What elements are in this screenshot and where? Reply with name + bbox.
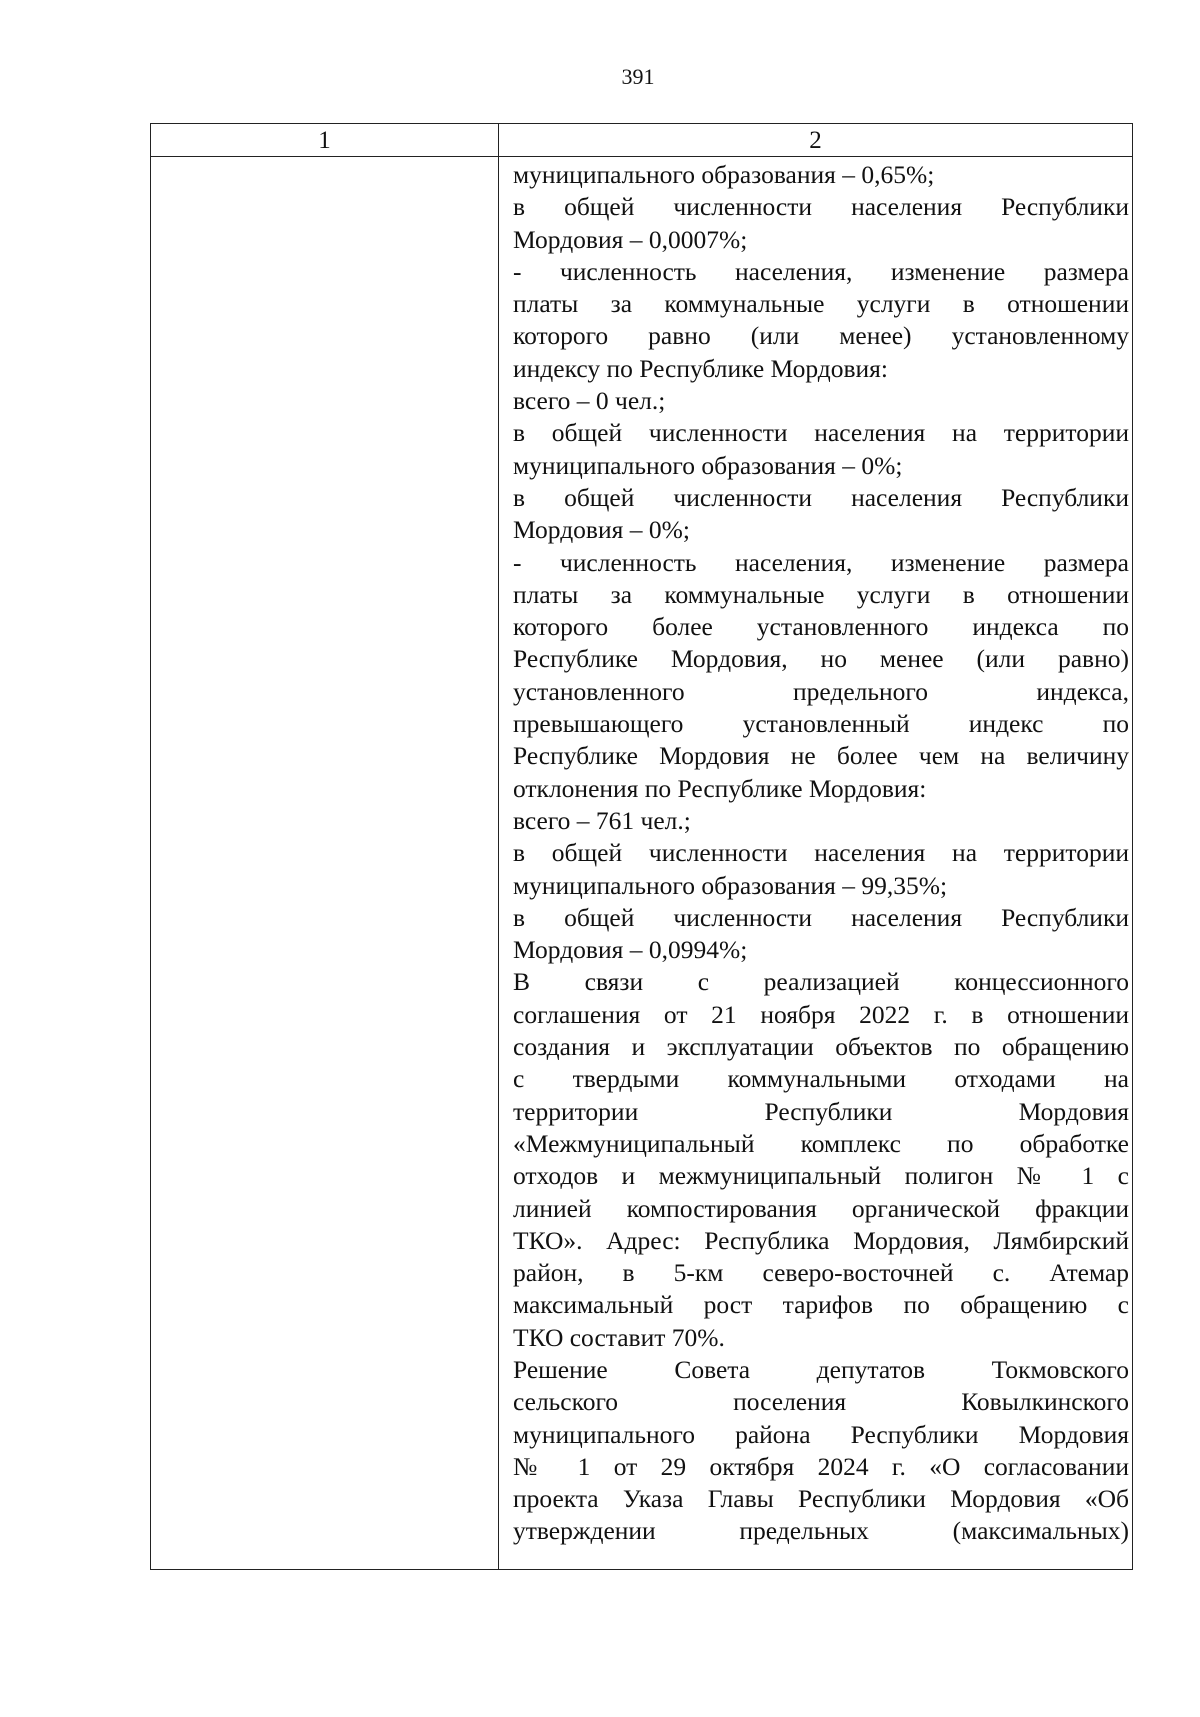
text-line: которого равно (или менее) установленному	[513, 321, 1129, 351]
text-line: в общей численности населения Республики	[513, 192, 1129, 222]
column-2-cell	[513, 159, 1129, 1548]
text-line: муниципального образования – 0%;	[513, 450, 903, 480]
text-line: создания и эксплуатации объектов по обращению	[513, 1032, 1129, 1062]
text-line: отклонения по Республике Мордовия:	[513, 773, 927, 803]
text-line: платы за коммунальные услуги в отношении	[513, 289, 1129, 319]
text-line: ТКО составит 70%.	[513, 1322, 725, 1352]
text-line: платы за коммунальные услуги в отношении	[513, 579, 1129, 609]
text-line: ТКО». Адрес: Республика Мордовия, Лямбирский	[513, 1225, 1129, 1255]
text-line: в общей численности населения на территории	[513, 418, 1129, 448]
text-line: № 1 от 29 октября 2024 г. «О согласовании	[513, 1451, 1129, 1481]
text-line: утверждении предельных (максимальных)	[513, 1516, 1129, 1546]
text-line: Решение Совета депутатов Токмовского	[513, 1354, 1129, 1384]
text-line: в общей численности населения на территории	[513, 838, 1129, 868]
text-line: «Межмуниципальный комплекс по обработке	[513, 1128, 1129, 1158]
text-line: Республике Мордовия, но менее (или равно)	[513, 644, 1129, 674]
text-line: муниципального образования – 0,65%;	[513, 160, 935, 189]
text-line: отходов и межмуниципальный полигон № 1 с	[513, 1161, 1129, 1191]
text-line: муниципального района Республики Мордовия	[513, 1419, 1129, 1449]
document-table	[150, 123, 1133, 1570]
column-1-cell	[151, 158, 498, 1569]
text-line: превышающего установленный индекс по	[513, 709, 1129, 739]
text-line: установленного предельного индекса,	[513, 676, 1129, 706]
text-line: Мордовия – 0%;	[513, 515, 690, 545]
text-line: муниципального образования – 99,35%;	[513, 870, 948, 900]
column-divider	[498, 124, 499, 1569]
text-line: Мордовия – 0,0007%;	[513, 224, 748, 254]
text-line: В связи с реализацией концессионного	[513, 967, 1129, 997]
text-line: максимальный рост тарифов по обращению с	[513, 1290, 1129, 1320]
text-line: - численность населения, изменение размера	[513, 256, 1129, 286]
table-header-row	[151, 124, 1132, 157]
text-line: всего – 761 чел.;	[513, 805, 691, 835]
text-line: всего – 0 чел.;	[513, 386, 666, 416]
column-2-header: 2	[809, 127, 822, 154]
page-number: 391	[621, 64, 655, 89]
text-line: линией компостирования органической фракции	[513, 1193, 1129, 1223]
text-line: территории Республики Мордовия	[513, 1096, 1129, 1126]
text-line: район, в 5-км северо-восточней с. Атемар	[513, 1258, 1129, 1288]
text-line: Мордовия – 0,0994%;	[513, 935, 748, 965]
text-line: которого более установленного индекса по	[513, 612, 1129, 642]
text-line: сельского поселения Ковылкинского	[513, 1387, 1129, 1417]
text-line: - численность населения, изменение размера	[513, 547, 1129, 577]
text-line: проекта Указа Главы Республики Мордовия «Об	[513, 1484, 1129, 1514]
text-line: в общей численности населения Республики	[513, 482, 1129, 512]
text-line: в общей численности населения Республики	[513, 902, 1129, 932]
text-line: Республике Мордовия не более чем на величину	[513, 741, 1129, 771]
text-line: индексу по Республике Мордовия:	[513, 353, 888, 383]
text-line: соглашения от 21 ноября 2022 г. в отношении	[513, 999, 1129, 1029]
text-line: с твердыми коммунальными отходами на	[513, 1064, 1129, 1094]
column-1-header: 1	[318, 127, 331, 154]
